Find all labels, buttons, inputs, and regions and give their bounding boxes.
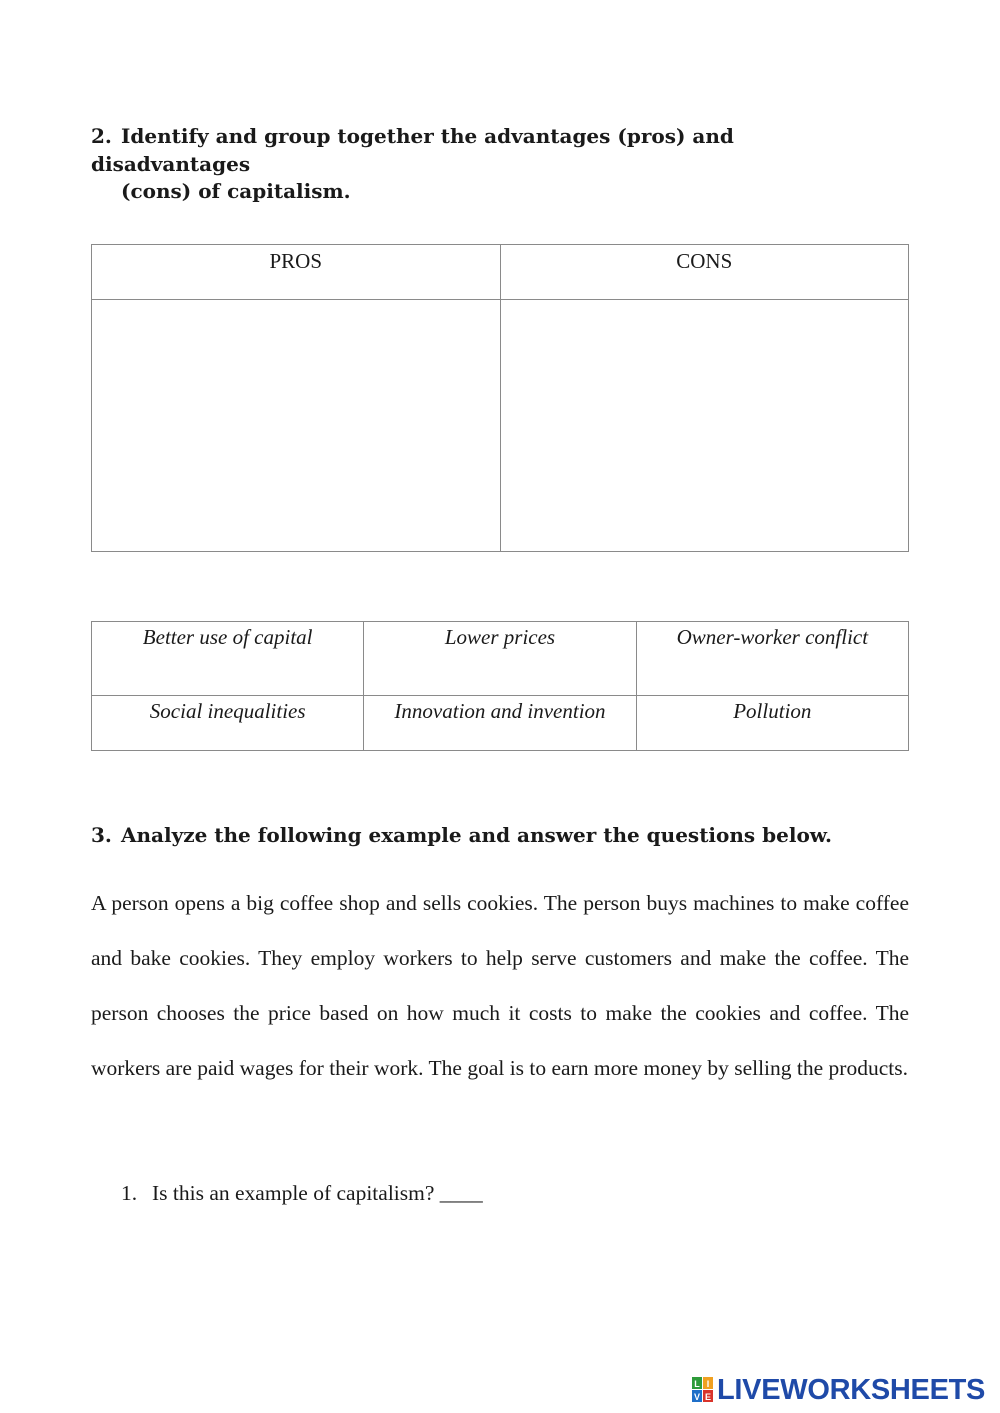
liveworksheets-logo-text: LIVEWORKSHEETS <box>717 1373 986 1406</box>
pros-cons-table <box>91 244 909 552</box>
word-bank-table <box>91 621 909 751</box>
sub-question-1 <box>121 1179 483 1207</box>
cons-header: CONS <box>500 245 909 300</box>
question-3-number: 3. <box>91 823 112 847</box>
word-bank-item[interactable]: Lower prices <box>364 622 636 696</box>
logo-mark-letter-v: V <box>693 1392 701 1402</box>
liveworksheets-logo[interactable] <box>692 1373 985 1407</box>
cons-drop-area[interactable] <box>500 300 909 552</box>
logo-mark-letter-i: I <box>706 1379 710 1389</box>
sub-question-1-number: 1. <box>121 1181 138 1205</box>
question-2-number: 2. <box>91 124 112 148</box>
word-bank-item[interactable]: Better use of capital <box>92 622 364 696</box>
logo-mark-letter-e: E <box>704 1392 712 1402</box>
question-2-heading <box>91 122 891 178</box>
pros-drop-area[interactable] <box>92 300 501 552</box>
liveworksheets-logo-icon <box>692 1377 714 1403</box>
question-2-line-2: (cons) of capitalism. <box>121 179 351 203</box>
word-bank-item[interactable]: Owner-worker conflict <box>636 622 908 696</box>
word-bank-item[interactable]: Social inequalities <box>92 696 364 751</box>
word-bank-item[interactable]: Innovation and invention <box>364 696 636 751</box>
question-3-heading <box>91 821 891 849</box>
question-3-title: Analyze the following example and answer the questions below. <box>121 823 832 847</box>
example-paragraph: A person opens a big coffee shop and sells cookies. The person buys machines to make coffee and bake cookies. They employ workers to help serve customers and make the coffee. The person chooses the price based on how much it costs to make the cookies and coffee. The workers are paid wages for their work. The goal is to earn more money by selling the products. <box>91 891 909 1080</box>
word-bank-item[interactable]: Pollution <box>636 696 908 751</box>
pros-header: PROS <box>92 245 501 300</box>
question-2-line-1: Identify and group together the advantages (pros) and disadvantages <box>91 124 734 176</box>
logo-mark-letter-l: L <box>694 1379 700 1389</box>
sub-question-1-text: Is this an example of capitalism? ____ <box>152 1181 483 1205</box>
